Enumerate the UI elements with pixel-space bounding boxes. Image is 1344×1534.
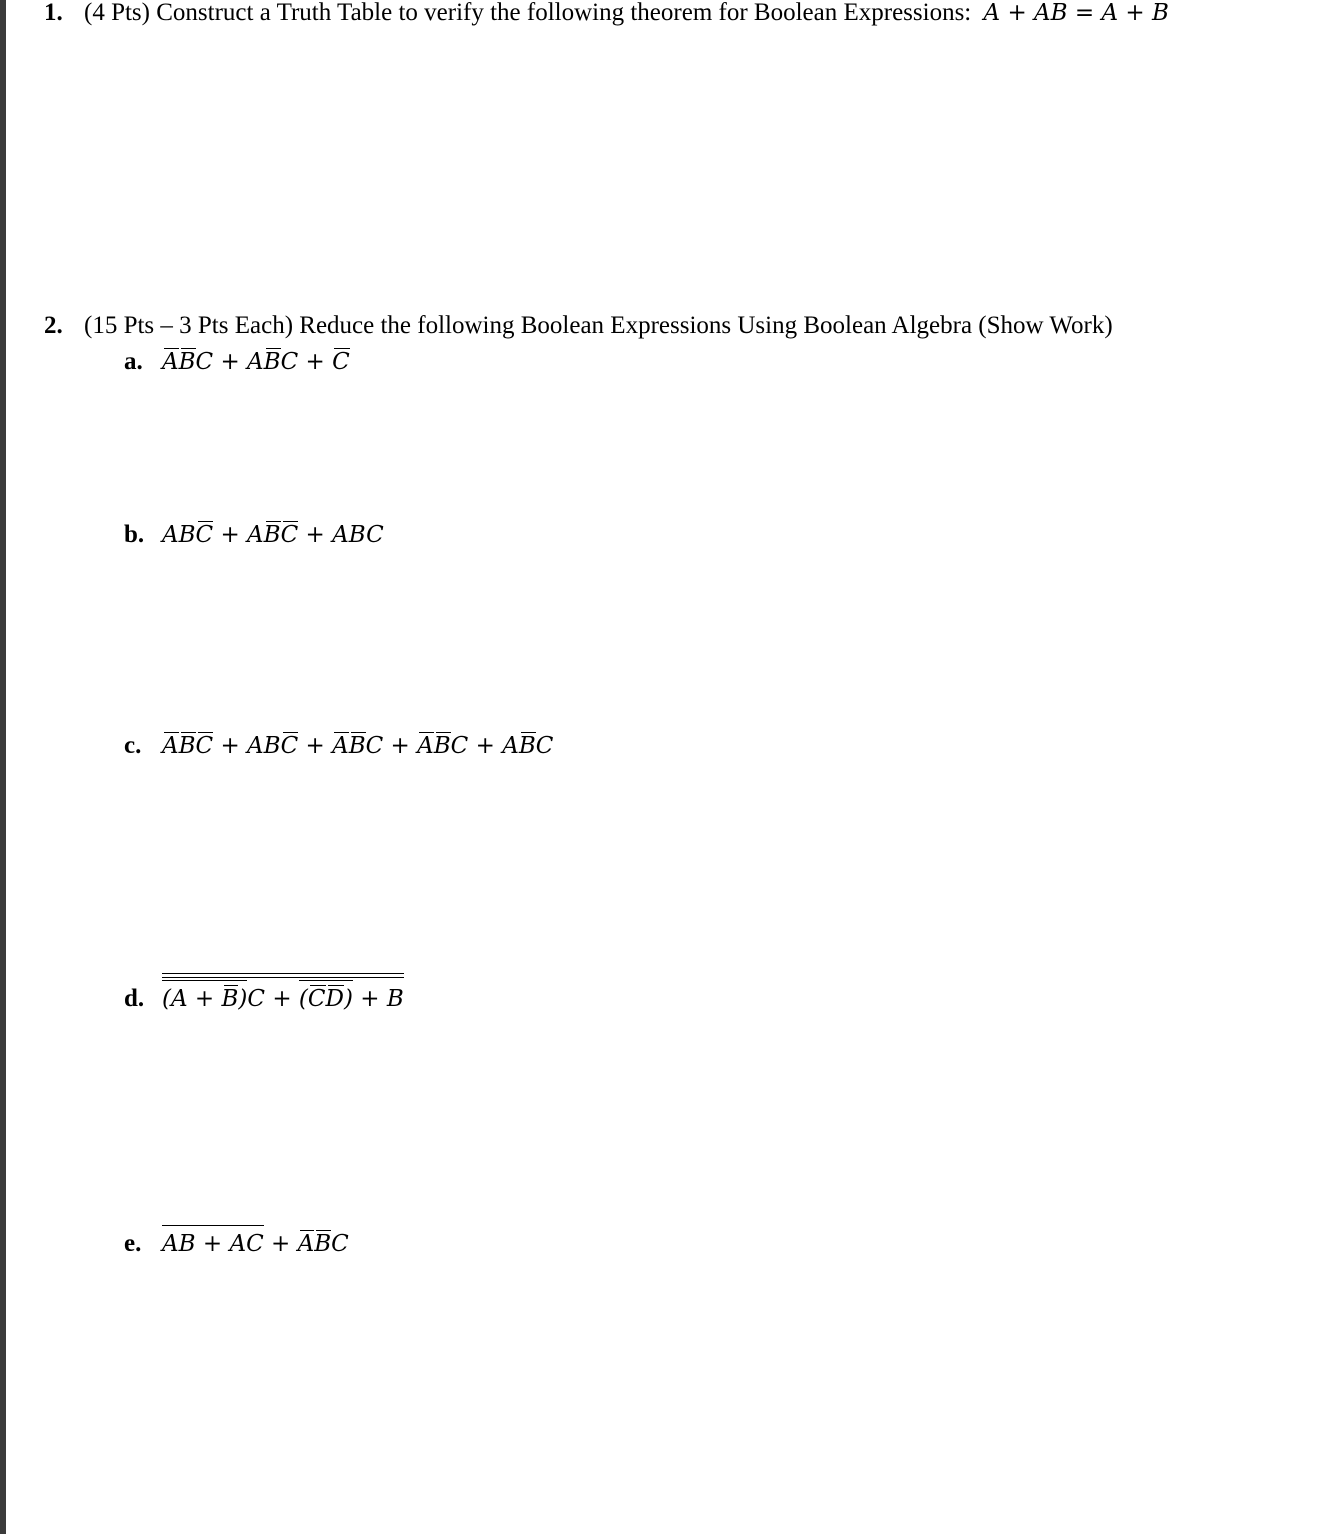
question-1-text: (4 Pts) Construct a Truth Table to verify the following theorem for Boolean Expressions: bbox=[84, 0, 972, 26]
part-a-label: a. bbox=[124, 348, 143, 375]
part-e-expression: AB + AC + ABC bbox=[162, 1231, 349, 1257]
part-c bbox=[124, 731, 553, 761]
part-c-expression: ABC + ABC + ABC + ABC + ABC bbox=[162, 733, 554, 759]
part-a-expression: ABC + ABC + C bbox=[162, 349, 350, 375]
part-a bbox=[124, 347, 350, 377]
part-b bbox=[124, 520, 384, 550]
part-d-double-overline: (A + B)C + (CD) + B bbox=[162, 986, 404, 1012]
part-d bbox=[124, 984, 404, 1014]
part-e-label: e. bbox=[124, 1230, 142, 1257]
part-b-label: b. bbox=[124, 521, 145, 548]
question-2-number: 2. bbox=[44, 312, 63, 339]
question-2-text: (15 Pts – 3 Pts Each) Reduce the following Boolean Expressions Using Boolean Algebra (Show Work) bbox=[84, 312, 1113, 339]
question-1-expression: A + AB = A + B bbox=[983, 0, 1169, 26]
question-1-number: 1. bbox=[44, 0, 63, 26]
part-d-label: d. bbox=[124, 985, 145, 1012]
left-page-edge bbox=[0, 0, 6, 1534]
question-1 bbox=[44, 0, 1169, 28]
question-2 bbox=[44, 311, 1113, 341]
part-d-expression bbox=[162, 986, 404, 1012]
part-b-expression: ABC + ABC + ABC bbox=[162, 522, 384, 548]
part-e bbox=[124, 1229, 349, 1259]
part-c-label: c. bbox=[124, 732, 142, 759]
